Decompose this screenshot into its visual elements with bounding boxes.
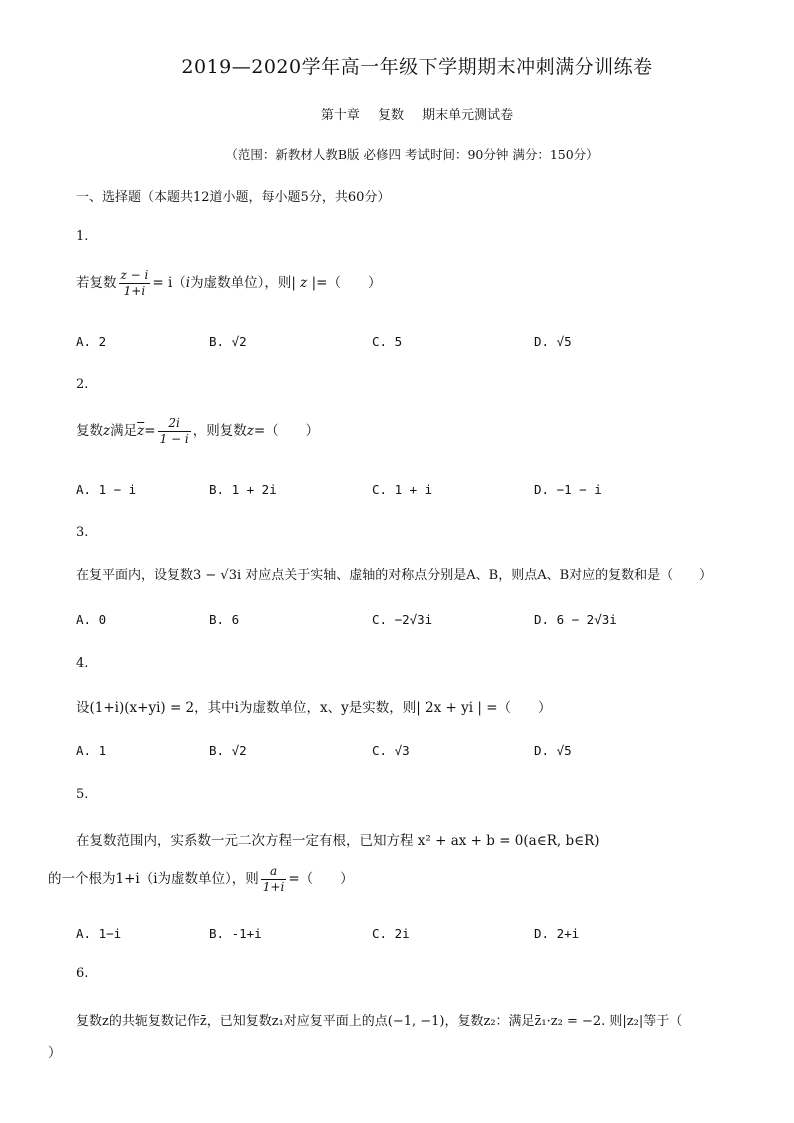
q1-var: i: [185, 275, 191, 291]
question-4-number: 4.: [76, 656, 89, 671]
q1-text-b: = i（: [152, 275, 186, 291]
question-3-number: 3.: [76, 525, 89, 540]
q5-numerator: a: [261, 864, 287, 880]
q3-option-b[interactable]: B. 6: [209, 612, 240, 627]
q2-option-d[interactable]: D. −1 − i: [534, 482, 602, 497]
q4-option-b[interactable]: B. √2: [209, 743, 247, 758]
q5-option-a[interactable]: A. 1−i: [76, 926, 122, 941]
q5-option-c[interactable]: C. 2i: [372, 926, 410, 941]
exam-scope: （范围：新教材人教B版 必修四 考试时间：90分钟 满分：150分）: [225, 147, 599, 162]
q1-option-b[interactable]: B. √2: [209, 334, 247, 349]
q1-text-d: =（ ）: [316, 275, 382, 291]
q2-numerator: 2i: [158, 416, 191, 432]
question-3-stem: 在复平面内，设复数3 − √3i 对应点关于实轴、虚轴的对称点分别是A、B，则点A、B对应的复数和是（ ）: [76, 568, 713, 583]
q2-fraction: [158, 416, 191, 447]
question-2-number: 2.: [76, 377, 89, 392]
q3-option-d[interactable]: D. 6 − 2√3i: [534, 612, 617, 627]
q3-option-a[interactable]: A. 0: [76, 612, 107, 627]
q1-numerator: z − i: [120, 268, 149, 282]
q2-var2: z: [246, 423, 254, 439]
q5-option-b[interactable]: B. -1+i: [209, 926, 262, 941]
question-5-stem-continued: [48, 864, 354, 895]
q4-option-c[interactable]: C. √3: [372, 743, 410, 758]
question-4-stem: 设(1+i)(x+yi) = 2，其中i为虚数单位，x、y是实数，则| 2x + yi | =（ ）: [76, 700, 552, 716]
q1-option-c[interactable]: C. 5: [372, 334, 403, 349]
q2-option-a[interactable]: A. 1 − i: [76, 482, 137, 497]
q2-var: z: [103, 423, 111, 439]
question-5-stem: 在复数范围内，实系数一元二次方程一定有根，已知方程 x² + ax + b = 0(a∈R, b∈R): [76, 833, 600, 849]
q2-text-d: =（ ）: [253, 423, 320, 439]
q2-option-b[interactable]: B. 1 + 2i: [209, 482, 277, 497]
question-6-stem: 复数z的共轭复数记作z̄，已知复数z₁对应复平面上的点(−1, −1)，复数z₂：满足z̄₁·z₂ = −2. 则|z₂|等于（: [76, 1014, 683, 1029]
question-6-number: 6.: [76, 966, 89, 981]
q1-option-d[interactable]: D. √5: [534, 334, 572, 349]
q5-fraction: [261, 864, 287, 895]
q2-text-a: 复数: [76, 423, 103, 439]
q1-fraction: [119, 268, 151, 299]
q1-text-c: 为虚数单位），则: [190, 275, 292, 291]
question-6-stem-continued: ）: [48, 1045, 62, 1061]
section-heading: 一、选择题（本题共12道小题，每小题5分，共60分）: [76, 190, 391, 205]
q5-text-b: =（ ）: [288, 871, 354, 887]
q1-text-a: 若复数: [76, 275, 117, 291]
q1-option-a[interactable]: A. 2: [76, 334, 107, 349]
question-1-number: 1.: [76, 229, 89, 244]
q4-option-a[interactable]: A. 1: [76, 743, 107, 758]
q1-denominator: 1+i: [123, 284, 146, 298]
q1-abs: | z |: [291, 275, 317, 291]
q5-option-d[interactable]: D. 2+i: [534, 926, 580, 941]
question-5-number: 5.: [76, 787, 89, 802]
q2-denominator: 1 − i: [159, 432, 189, 446]
question-1-stem: [76, 268, 381, 299]
q4-option-d[interactable]: D. √5: [534, 743, 572, 758]
chapter-subtitle: 第十章 复数 期末单元测试卷: [320, 108, 514, 123]
q2-option-c[interactable]: C. 1 + i: [372, 482, 433, 497]
q2-text-c: ，则复数: [192, 423, 247, 439]
q5-text-a: 的一个根为1+i（i为虚数单位），则: [48, 871, 259, 887]
q2-zbar: $\overline{z}$: [137, 423, 145, 439]
page-title: 2019—2020学年高一年级下学期期末冲刺满分训练卷: [181, 56, 653, 78]
question-2-stem: [76, 416, 319, 447]
q2-text-b: 满足: [110, 423, 138, 439]
q2-eq: =: [144, 423, 156, 439]
q3-option-c[interactable]: C. −2√3i: [372, 612, 433, 627]
q5-denominator: 1+i: [262, 880, 285, 894]
